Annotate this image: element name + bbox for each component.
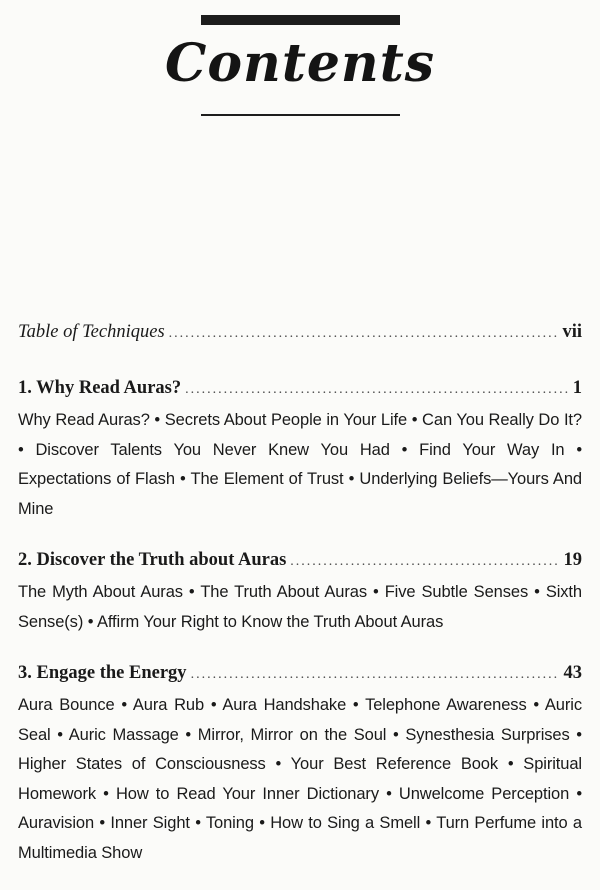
page-title: Contents bbox=[164, 33, 436, 94]
chapter-title: 1. Why Read Auras? bbox=[18, 378, 182, 398]
toc-entry-title: Table of Techniques bbox=[18, 322, 165, 342]
title-underline bbox=[201, 114, 400, 116]
table-of-contents bbox=[18, 318, 582, 890]
toc-entry-table-of-techniques[interactable] bbox=[18, 318, 582, 348]
chapter-topics: Aura Bounce • Aura Rub • Aura Handshake • Telephone Awareness • Auric Seal • Auric Massage • Mirror, Mirror on the Soul • Synesthesia Surprises • Higher States of Consciousness • Your Best Reference Book • Spiritual Homework • How to Read Your Inner Dictionary • Unwelcome Perception • Auravision • Inner Sight • Toning • How to Sing a Smell • Turn Perfume into a Multimedia Show bbox=[18, 696, 582, 862]
chapter-page-number: 1 bbox=[572, 378, 582, 398]
toc-entry-chapter-3[interactable] bbox=[18, 659, 582, 689]
toc-page-number: vii bbox=[562, 322, 582, 342]
chapter-1 bbox=[18, 374, 582, 524]
chapter-3 bbox=[18, 659, 582, 868]
dot-leader bbox=[191, 661, 560, 689]
toc-entry-chapter-2[interactable] bbox=[18, 546, 582, 576]
dot-leader bbox=[290, 548, 559, 576]
chapter-page-number: 43 bbox=[563, 663, 582, 683]
top-decorative-bar bbox=[201, 15, 400, 25]
toc-entry-chapter-1[interactable] bbox=[18, 374, 582, 404]
chapter-title: 2. Discover the Truth about Auras bbox=[18, 550, 287, 570]
chapter-2 bbox=[18, 546, 582, 637]
dot-leader bbox=[169, 320, 559, 348]
chapter-page-number: 19 bbox=[563, 550, 582, 570]
dot-leader bbox=[185, 376, 569, 404]
chapter-topics: Why Read Auras? • Secrets About People in Your Life • Can You Really Do It? • Discover Talents You Never Knew You Had • Find Your Way In • Expectations of Flash • The Element of Trust • Underlying Beliefs—Yours And Mine bbox=[18, 411, 582, 518]
chapter-topics: The Myth About Auras • The Truth About Auras • Five Subtle Senses • Sixth Sense(s) • Affirm Your Right to Know the Truth About Auras bbox=[18, 583, 582, 631]
chapter-title: 3. Engage the Energy bbox=[18, 663, 187, 683]
